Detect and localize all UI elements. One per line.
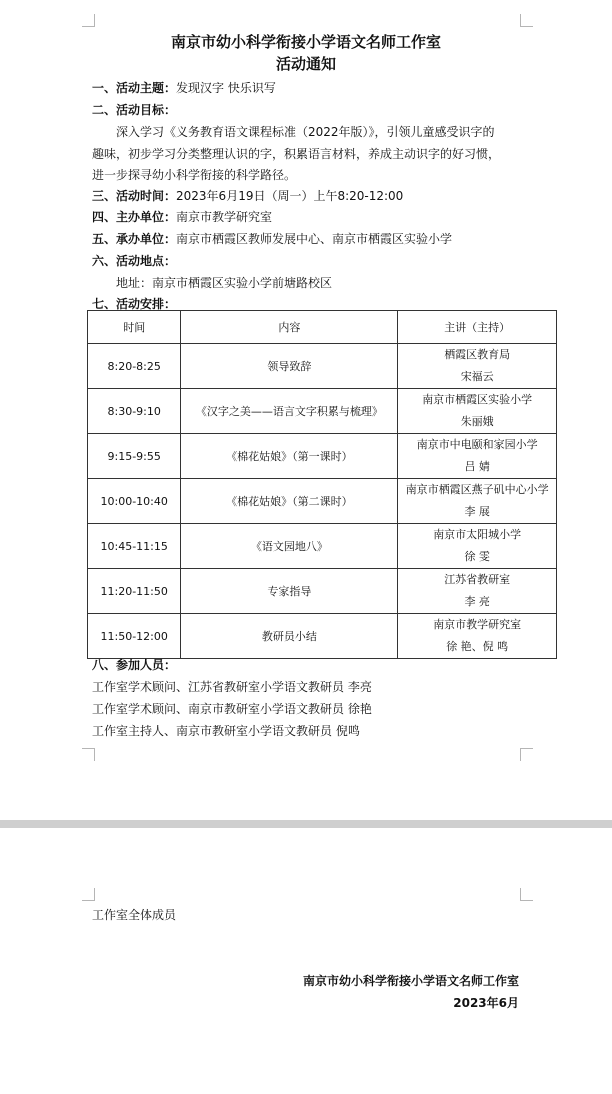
cell-time: 8:20-8:25 [88, 344, 181, 389]
cell-time: 8:30-9:10 [88, 389, 181, 434]
organizer-value: 南京市栖霞区教师发展中心、南京市栖霞区实验小学 [176, 232, 453, 246]
participant-line: 工作室学术顾问、江苏省教研室小学语文教研员 李亮 [92, 680, 372, 694]
host-unit-value: 南京市教学研究室 [176, 210, 273, 224]
table-row [88, 524, 557, 569]
margin-corner-mark [520, 748, 533, 761]
cell-time: 10:00-10:40 [88, 479, 181, 524]
cell-host: 栖霞区教育局 宋福云 [398, 344, 557, 389]
table-row [88, 389, 557, 434]
host-unit-line [92, 208, 272, 225]
cell-time: 9:15-9:55 [88, 434, 181, 479]
cell-host: 南京市太阳城小学 徐 雯 [398, 524, 557, 569]
schedule-label: 七、活动安排： [92, 297, 177, 311]
cell-content: 教研员小结 [181, 614, 398, 659]
organizer-label: 五、承办单位： [92, 232, 177, 246]
margin-corner-mark [520, 888, 533, 901]
theme-value: 发现汉字 快乐识写 [176, 81, 276, 95]
margin-corner-mark [82, 888, 95, 901]
venue-label: 六、活动地点： [92, 254, 177, 268]
table-row [88, 434, 557, 479]
cell-content: 《棉花姑娘》（第一课时） [181, 434, 398, 479]
margin-corner-mark [82, 14, 95, 27]
cell-content: 《汉字之美——语言文字积累与梳理》 [181, 389, 398, 434]
goal-text-line: 深入学习《义务教育语文课程标准（2022年版）》，引领儿童感受识字的 [116, 125, 495, 139]
host-unit-label: 四、主办单位： [92, 210, 177, 224]
goal-label: 二、活动目标： [92, 103, 177, 117]
signature-date: 2023年6月 [453, 996, 519, 1010]
header-host: 主讲（主持） [398, 311, 557, 344]
participant-line: 工作室学术顾问、南京市教研室小学语文教研员 徐艳 [92, 702, 372, 716]
header-time: 时间 [88, 311, 181, 344]
goal-text-line: 趣味，初步学习分类整理认识的字，积累语言材料，养成主动识字的好习惯， [92, 147, 501, 161]
theme-label: 一、活动主题： [92, 81, 177, 95]
cell-host: 南京市教学研究室 徐 艳、倪 鸣 [398, 614, 557, 659]
margin-corner-mark [520, 14, 533, 27]
table-header-row [88, 311, 557, 344]
page-separator [0, 820, 612, 828]
table-row [88, 479, 557, 524]
document-title: 南京市幼小科学衔接小学语文名师工作室 [170, 33, 441, 51]
venue-address: 地址：南京市栖霞区实验小学前塘路校区 [116, 276, 333, 290]
cell-host: 江苏省教研室 李 亮 [398, 569, 557, 614]
document-subtitle: 活动通知 [275, 55, 336, 73]
participants-label: 八、参加人员： [92, 658, 177, 672]
margin-corner-mark [82, 748, 95, 761]
table-row [88, 569, 557, 614]
organizer-line [92, 230, 452, 247]
cell-host: 南京市栖霞区燕子矶中心小学 李 展 [398, 479, 557, 524]
theme-line [92, 79, 276, 96]
table-row [88, 614, 557, 659]
cell-content: 专家指导 [181, 569, 398, 614]
cell-host: 南京市栖霞区实验小学 朱丽娥 [398, 389, 557, 434]
schedule-table [87, 310, 557, 659]
signature-organization: 南京市幼小科学衔接小学语文名师工作室 [302, 974, 519, 988]
cell-host: 南京市中电颐和家园小学 吕 婧 [398, 434, 557, 479]
cell-content: 《语文园地八》 [181, 524, 398, 569]
time-label: 三、活动时间： [92, 189, 177, 203]
header-content: 内容 [181, 311, 398, 344]
cell-time: 11:20-11:50 [88, 569, 181, 614]
members-line: 工作室全体成员 [92, 908, 177, 922]
time-value: 2023年6月19日（周一）上午8:20-12:00 [176, 189, 404, 203]
cell-content: 领导致辞 [181, 344, 398, 389]
cell-time: 10:45-11:15 [88, 524, 181, 569]
cell-time: 11:50-12:00 [88, 614, 181, 659]
goal-text-line: 进一步探寻幼小科学衔接的科学路径。 [92, 168, 297, 182]
cell-content: 《棉花姑娘》（第二课时） [181, 479, 398, 524]
table-row [88, 344, 557, 389]
time-line [92, 187, 403, 204]
document-page-2 [0, 828, 612, 1094]
participant-line: 工作室主持人、南京市教研室小学语文教研员 倪鸣 [92, 724, 360, 738]
